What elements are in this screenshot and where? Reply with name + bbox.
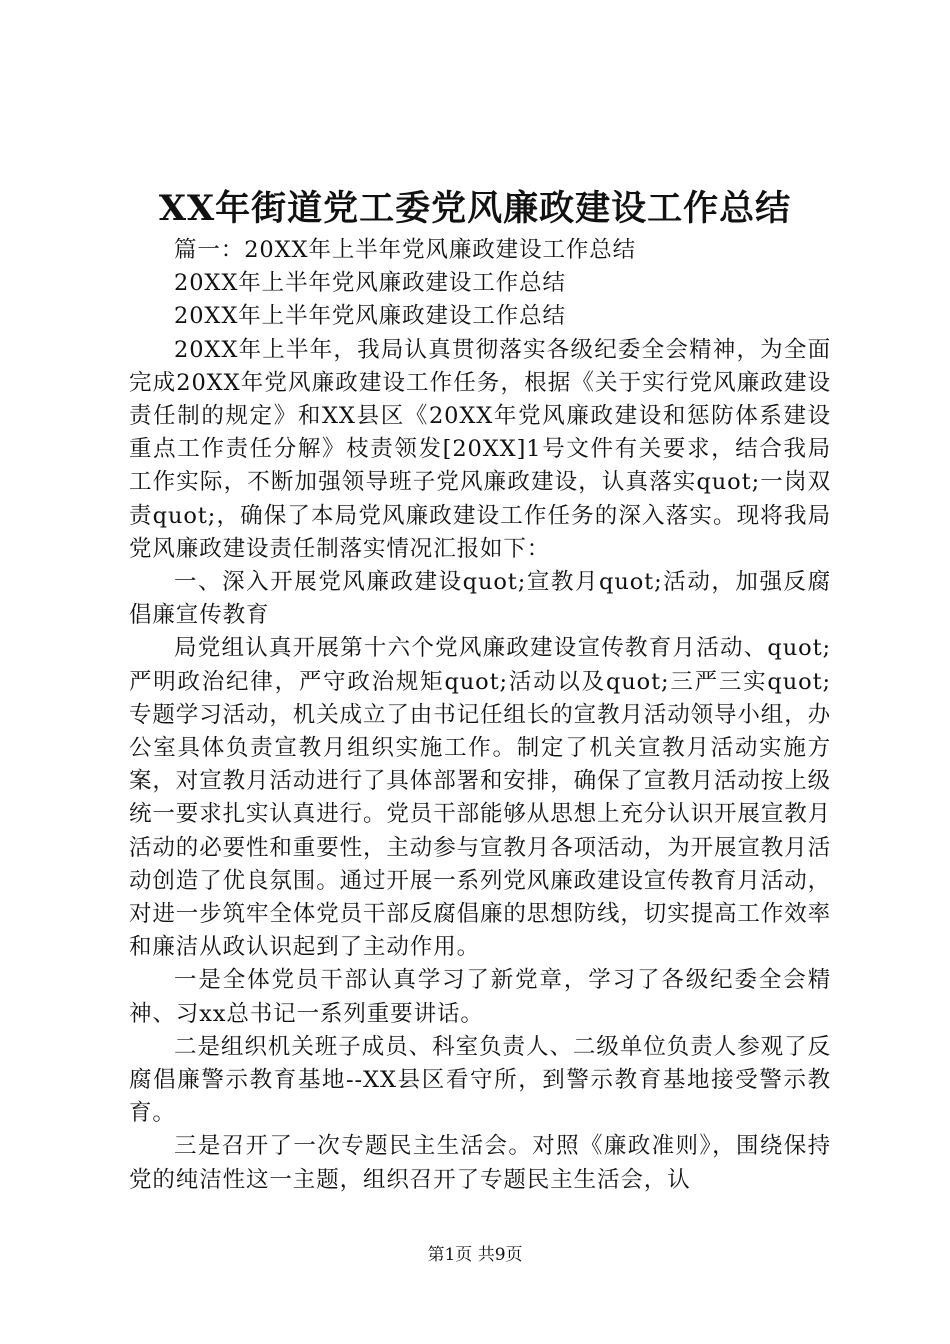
paragraph: 局党组认真开展第十六个党风廉政建设宣传教育月活动、quot;严明政治纪律，严守政治规矩quot;活动以及quot;三严三实quot;专题学习活动，机关成立了由书记任组长的宣教月活动领导小组，办公室具体负责宣教月组织实施工作。制定了机关宣教月活动实施方案，对宣教月活动进行了具体部署和安排，确保了宣教月活动按上级统一要求扎实认真进行。党员干部能够从思想上充分认识开展宣教月活动的必要性和重要性，主动参与宣教月各项活动，为开展宣教月活动创造了优良氛围。通过开展一系列党风廉政建设宣传教育月活动，对进一步筑牢全体党员干部反腐倡廉的思想防线，切实提高工作效率和廉洁从政认识起到了主动作用。 xyxy=(129,635,832,961)
paragraph: 篇一：20XX年上半年党风廉政建设工作总结 xyxy=(174,237,637,263)
document-body xyxy=(129,234,831,1197)
page-number-footer: 第1页 共9页 xyxy=(427,1245,523,1265)
paragraph: 一是全体党员干部认真学习了新党章，学习了各级纪委全会精神、习xx总书记一系列重要讲话。 xyxy=(129,967,831,1027)
paragraph: 二是组织机关班子成员、科室负责人、二级单位负责人参观了反腐倡廉警示教育基地--XX县区看守所，到警示教育基地接受警示教育。 xyxy=(129,1033,831,1127)
paragraph: 20XX年上半年党风廉政建设工作总结 xyxy=(174,303,566,330)
paragraph: 20XX年上半年，我局认真贯彻落实各级纪委全会精神，为全面完成20XX年党风廉政建设工作任务，根据《关于实行党风廉政建设责任制的规定》和XX县区《20XX年党风廉政建设和惩防体系建设重点工作责任分解》枝责领发[20XX]1号文件有关要求，结合我局工作实际，不断加强领导班子党风廉政建设，认真落实quot;一岗双责quot;，确保了本局党风廉政建设工作任务的深入落实。现将我局党风廉政建设责任制落实情况汇报如下： xyxy=(129,336,831,562)
paragraph: 一、深入开展党风廉政建设quot;宣教月quot;活动，加强反腐倡廉宣传教育 xyxy=(129,569,831,629)
paragraph: 20XX年上半年党风廉政建设工作总结 xyxy=(174,270,566,297)
document-title: XX年街道党工委党风廉政建设工作总结 xyxy=(158,188,792,229)
paragraph: 三是召开了一次专题民主生活会。对照《廉政准则》，围绕保持党的纯洁性这一主题，组织召开了专题民主生活会，认 xyxy=(129,1133,831,1193)
